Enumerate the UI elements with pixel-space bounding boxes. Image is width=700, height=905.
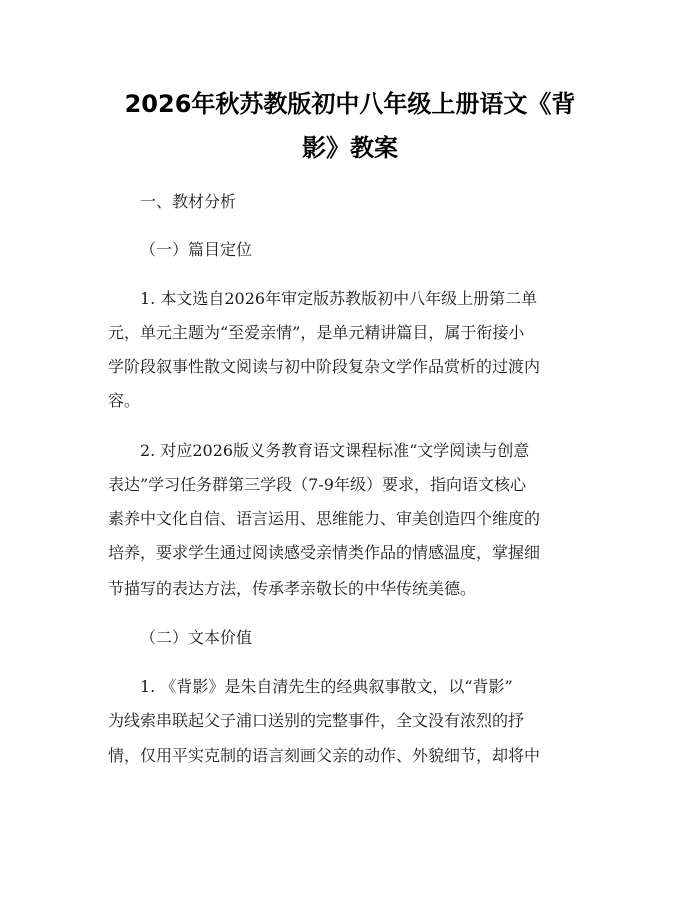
paragraph-2-line-4: 培养，要求学生通过阅读感受亲情类作品的情感温度，掌握细 [108,543,541,562]
paragraph-1-line-1: 1. 本文选自2026年审定版苏教版初中八年级上册第二单 [140,289,538,308]
paragraph-3-line-3: 情，仅用平实克制的语言刻画父亲的动作、外貌细节，却将中 [108,746,541,765]
document-title-line-1: 2026年秋苏教版初中八年级上册语文《背 [124,90,576,118]
subsection-heading-positioning: （一）篇目定位 [140,240,253,259]
paragraph-2-line-1: 2. 对应2026版义务教育语文课程标准“文学阅读与创意 [140,441,530,460]
paragraph-2-line-2: 表达”学习任务群第三学段（7-9年级）要求，指向语文核心 [108,475,526,494]
document-title-line-2: 影》教案 [302,134,398,162]
paragraph-3-line-1: 1. 《背影》是朱自清先生的经典叙事散文，以“背影” [140,677,513,696]
paragraph-3-line-2: 为线索串联起父子浦口送别的完整事件，全文没有浓烈的抒 [108,711,525,730]
paragraph-1-line-2: 元，单元主题为“至爱亲情”，是单元精讲篇目，属于衔接小 [108,323,525,342]
paragraph-2-line-3: 素养中文化自信、语言运用、思维能力、审美创造四个维度的 [108,509,541,528]
section-heading-teaching-material-analysis: 一、教材分析 [140,192,237,211]
paragraph-1-line-4: 容。 [108,391,141,410]
paragraph-2-line-5: 节描写的表达方法，传承孝亲敬长的中华传统美德。 [108,579,477,598]
subsection-heading-text-value: （二）文本价值 [140,628,253,647]
paragraph-1-line-3: 学阶段叙事性散文阅读与初中阶段复杂文学作品赏析的过渡内 [108,357,541,376]
